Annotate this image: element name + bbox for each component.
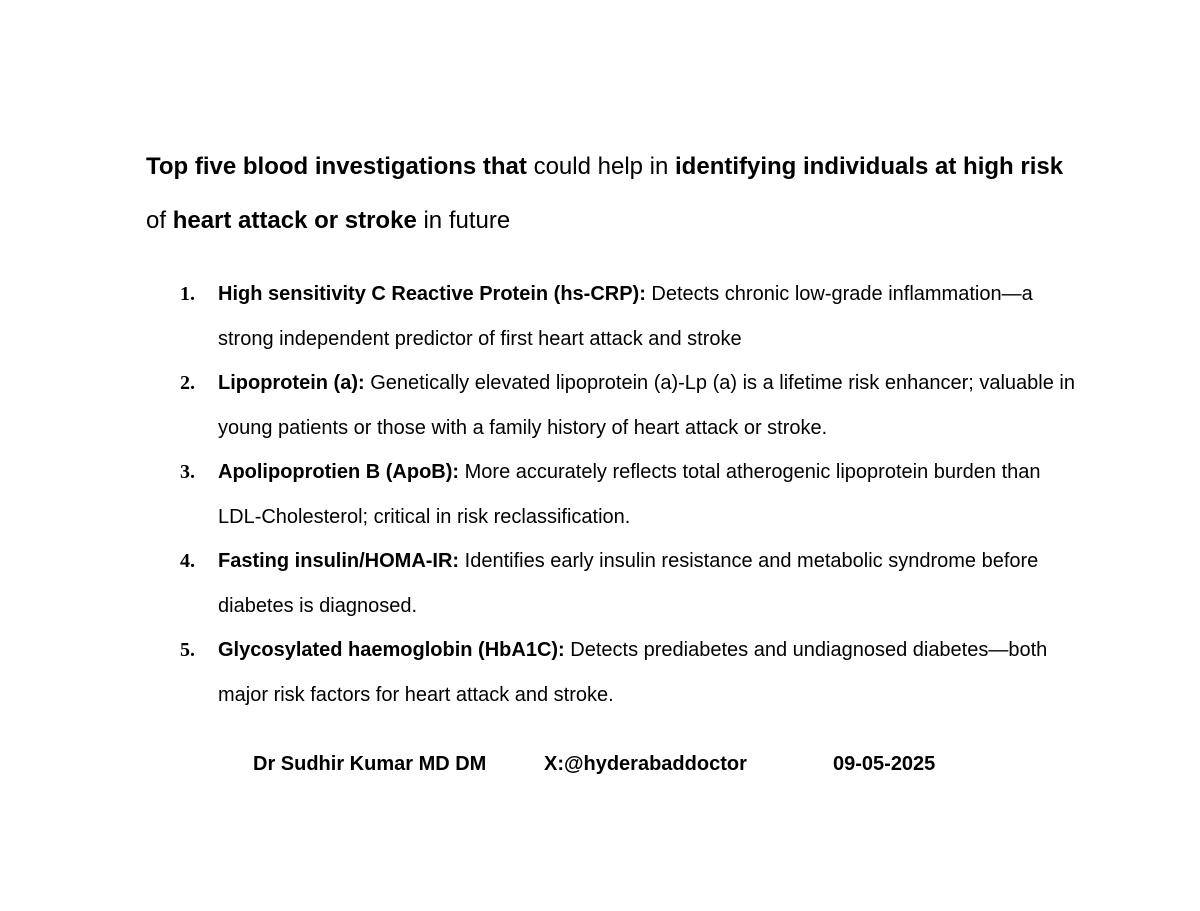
- item-number: 2.: [180, 372, 195, 394]
- item-term: Lipoprotein (a):: [218, 372, 365, 394]
- list-item: [180, 450, 1080, 539]
- item-description: Detects prediabetes and undiagnosed diabetes—both major risk factors for heart attack and stroke.: [218, 639, 1048, 706]
- title-bold-3: identifying individuals at high risk: [675, 153, 1064, 180]
- item-term: Fasting insulin/HOMA-IR:: [218, 550, 460, 572]
- item-description: Detects chronic low-grade inflammation—a strong independent predictor of first heart attack and stroke: [218, 283, 1033, 350]
- footer-author: Dr Sudhir Kumar MD DM: [253, 753, 487, 775]
- item-term: Apolipoprotien B (ApoB):: [218, 461, 460, 483]
- item-description: More accurately reflects total atherogenic lipoprotein burden than LDL-Cholesterol; critical in risk reclassification.: [218, 461, 1041, 528]
- document-title: [146, 140, 1066, 248]
- item-term: High sensitivity C Reactive Protein (hs-CRP):: [218, 283, 646, 305]
- item-number: 1.: [180, 283, 195, 305]
- investigation-list: [180, 272, 1080, 717]
- title-text-4: of: [146, 207, 173, 234]
- list-item: [180, 361, 1080, 450]
- footer-handle: X:@hyderabaddoctor: [544, 753, 747, 775]
- title-text-2: could help in: [526, 153, 676, 180]
- list-item: [180, 539, 1080, 628]
- item-description: Genetically elevated lipoprotein (a)-Lp (a) is a lifetime risk enhancer; valuable in young patients or those with a family history of heart attack or stroke.: [218, 372, 1075, 439]
- list-item: [180, 272, 1080, 361]
- item-number: 4.: [180, 550, 195, 572]
- footer-date: 09-05-2025: [833, 753, 936, 775]
- item-number: 3.: [180, 461, 195, 483]
- item-term: Glycosylated haemoglobin (HbA1C):: [218, 639, 565, 661]
- item-description: Identifies early insulin resistance and metabolic syndrome before diabetes is diagnosed.: [218, 550, 1039, 617]
- title-text-6: in future: [416, 207, 511, 234]
- title-bold-5: heart attack or stroke: [172, 207, 417, 234]
- list-item: [180, 628, 1080, 717]
- item-number: 5.: [180, 639, 195, 661]
- title-bold-1: Top five blood investigations that: [146, 153, 527, 180]
